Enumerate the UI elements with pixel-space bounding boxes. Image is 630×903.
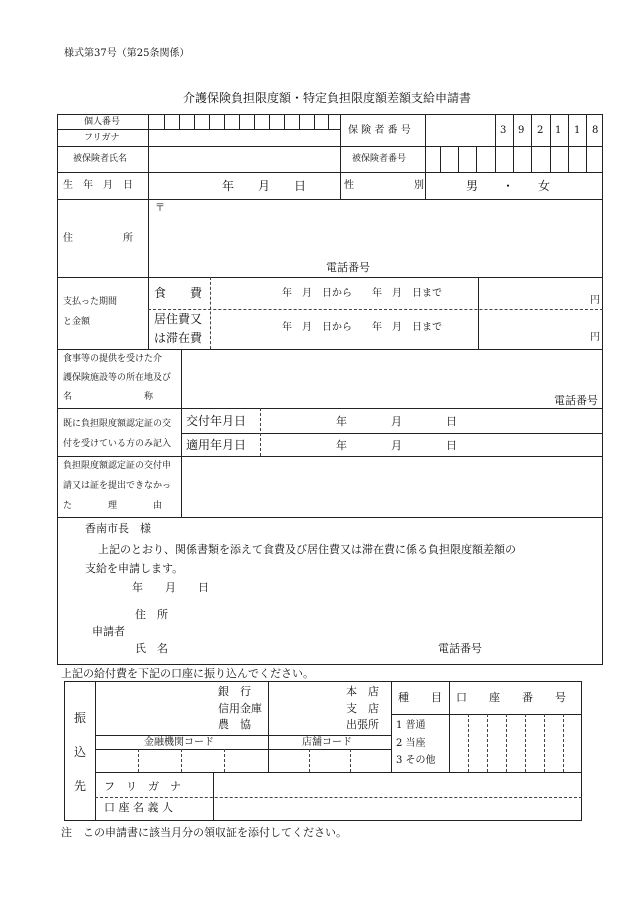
kyojuhi-period-field[interactable]: 年 月 日から 年 月 日まで bbox=[282, 322, 442, 333]
shokuhi-period-field[interactable]: 年 月 日から 年 月 日まで bbox=[282, 288, 442, 299]
label-facility-1: 食事等の提供を受けた介 bbox=[63, 354, 163, 364]
form-number: 様式第37号（第25条関係） bbox=[64, 48, 190, 59]
insurer-digit: 3 bbox=[500, 125, 507, 136]
insurer-digit: 8 bbox=[592, 125, 599, 136]
insurer-digit: 1 bbox=[555, 125, 562, 136]
label-paid-period-1: 支払った期間 bbox=[63, 297, 118, 307]
footnote: 注 この申請書に該当月分の領収証を添付してください。 bbox=[61, 826, 347, 839]
insurer-digit: 1 bbox=[574, 125, 581, 136]
apply-date-field[interactable]: 年 月 日 bbox=[132, 581, 209, 594]
label-hihokensha-shimei: 被保険者氏名 bbox=[73, 154, 128, 164]
label-shutchojo[interactable]: 出張所 bbox=[346, 718, 379, 731]
addressee: 香南市長 様 bbox=[85, 522, 151, 535]
label-ginko[interactable]: 銀 行 bbox=[218, 685, 251, 698]
label-address: 住 所 bbox=[63, 233, 133, 244]
label-cert-2: 付を受けている方のみ記入 bbox=[63, 439, 172, 449]
label-reason-2: 請又は証を提出できなかっ bbox=[63, 481, 172, 491]
tekiyo-date-field[interactable]: 年 月 日 bbox=[336, 439, 457, 452]
gender-options[interactable]: 男 ・ 女 bbox=[466, 179, 551, 193]
label-applicant-address: 住 所 bbox=[135, 608, 168, 621]
label-applicant: 申請者 bbox=[92, 625, 125, 638]
postal-mark-icon: 〒 bbox=[155, 203, 165, 214]
label-furigana: フリガナ bbox=[84, 133, 120, 143]
shokuhi-amount-field[interactable]: 円 bbox=[590, 295, 600, 306]
label-shokuhi: 食 費 bbox=[154, 286, 203, 300]
label-facility-2: 護保険施設等の所在地及び bbox=[63, 373, 172, 383]
label-birthdate: 生 年 月 日 bbox=[63, 180, 133, 191]
label-hihokensha-bango: 被保険者番号 bbox=[352, 154, 407, 164]
label-furikomi-1: 振 bbox=[74, 711, 87, 725]
label-paid-period-2: と金額 bbox=[63, 317, 91, 327]
label-tel-facility: 電話番号 bbox=[554, 394, 598, 407]
label-furikomi-2: 込 bbox=[74, 745, 87, 759]
insurer-digit: 2 bbox=[537, 125, 544, 136]
declaration-line-1: 上記のとおり、関係書類を添えて食費及び居住費又は滞在費に係る負担限度額差額の bbox=[98, 543, 516, 556]
label-shiten[interactable]: 支 店 bbox=[346, 702, 379, 715]
label-kofu-date: 交付年月日 bbox=[186, 414, 247, 428]
label-tekiyo-date: 適用年月日 bbox=[186, 438, 247, 452]
birthdate-field[interactable]: 年 月 日 bbox=[222, 179, 307, 193]
label-applicant-name: 氏 名 bbox=[135, 642, 168, 655]
label-honten[interactable]: 本 店 bbox=[346, 685, 379, 698]
label-koza-meigi: 口 座 名 義 人 bbox=[104, 801, 173, 814]
label-shinyo-kinko[interactable]: 信用金庫 bbox=[218, 702, 262, 715]
page-title: 介護保険負担限度額・特定負担限度額差額支給申請書 bbox=[183, 91, 472, 105]
label-kinyu-code: 金融機関コード bbox=[144, 737, 214, 748]
label-gender: 性 別 bbox=[344, 180, 424, 191]
label-hokensha-bango: 保 険 者 番 号 bbox=[348, 125, 411, 136]
label-tenpo-code: 店舗コード bbox=[302, 737, 352, 748]
kyojuhi-amount-field[interactable]: 円 bbox=[590, 332, 600, 343]
label-nokyo[interactable]: 農 協 bbox=[218, 718, 251, 731]
label-furikomi-3: 先 bbox=[74, 779, 87, 793]
option-sonota[interactable]: 3 その他 bbox=[396, 755, 436, 766]
label-koza-bango: 口 座 番 号 bbox=[456, 691, 566, 704]
label-kojin-bango: 個人番号 bbox=[84, 117, 121, 127]
label-shumoku: 種 目 bbox=[398, 691, 442, 704]
label-tel-address: 電話番号 bbox=[326, 261, 370, 274]
label-tel-applicant: 電話番号 bbox=[438, 642, 482, 655]
label-kyojuhi-1: 居住費又 bbox=[154, 312, 203, 326]
insurer-digit: 9 bbox=[518, 125, 525, 136]
kofu-date-field[interactable]: 年 月 日 bbox=[336, 415, 457, 428]
label-reason-1: 負担限度額認定証の交付申 bbox=[63, 461, 172, 471]
declaration-line-2: 支給を申請します。 bbox=[85, 562, 184, 575]
label-kyojuhi-2: は滞在費 bbox=[154, 331, 203, 345]
label-furigana-account: フ リ ガ ナ bbox=[104, 780, 181, 793]
label-reason-3: た 理 由 bbox=[63, 501, 163, 511]
bank-intro: 上記の給付費を下記の口座に振り込んでください。 bbox=[61, 667, 314, 680]
label-cert-1: 既に負担限度額認定証の交 bbox=[63, 419, 172, 429]
option-futsu[interactable]: 1 普通 bbox=[396, 720, 426, 731]
option-toza[interactable]: 2 当座 bbox=[396, 738, 426, 749]
label-facility-3: 名 称 bbox=[63, 392, 154, 402]
